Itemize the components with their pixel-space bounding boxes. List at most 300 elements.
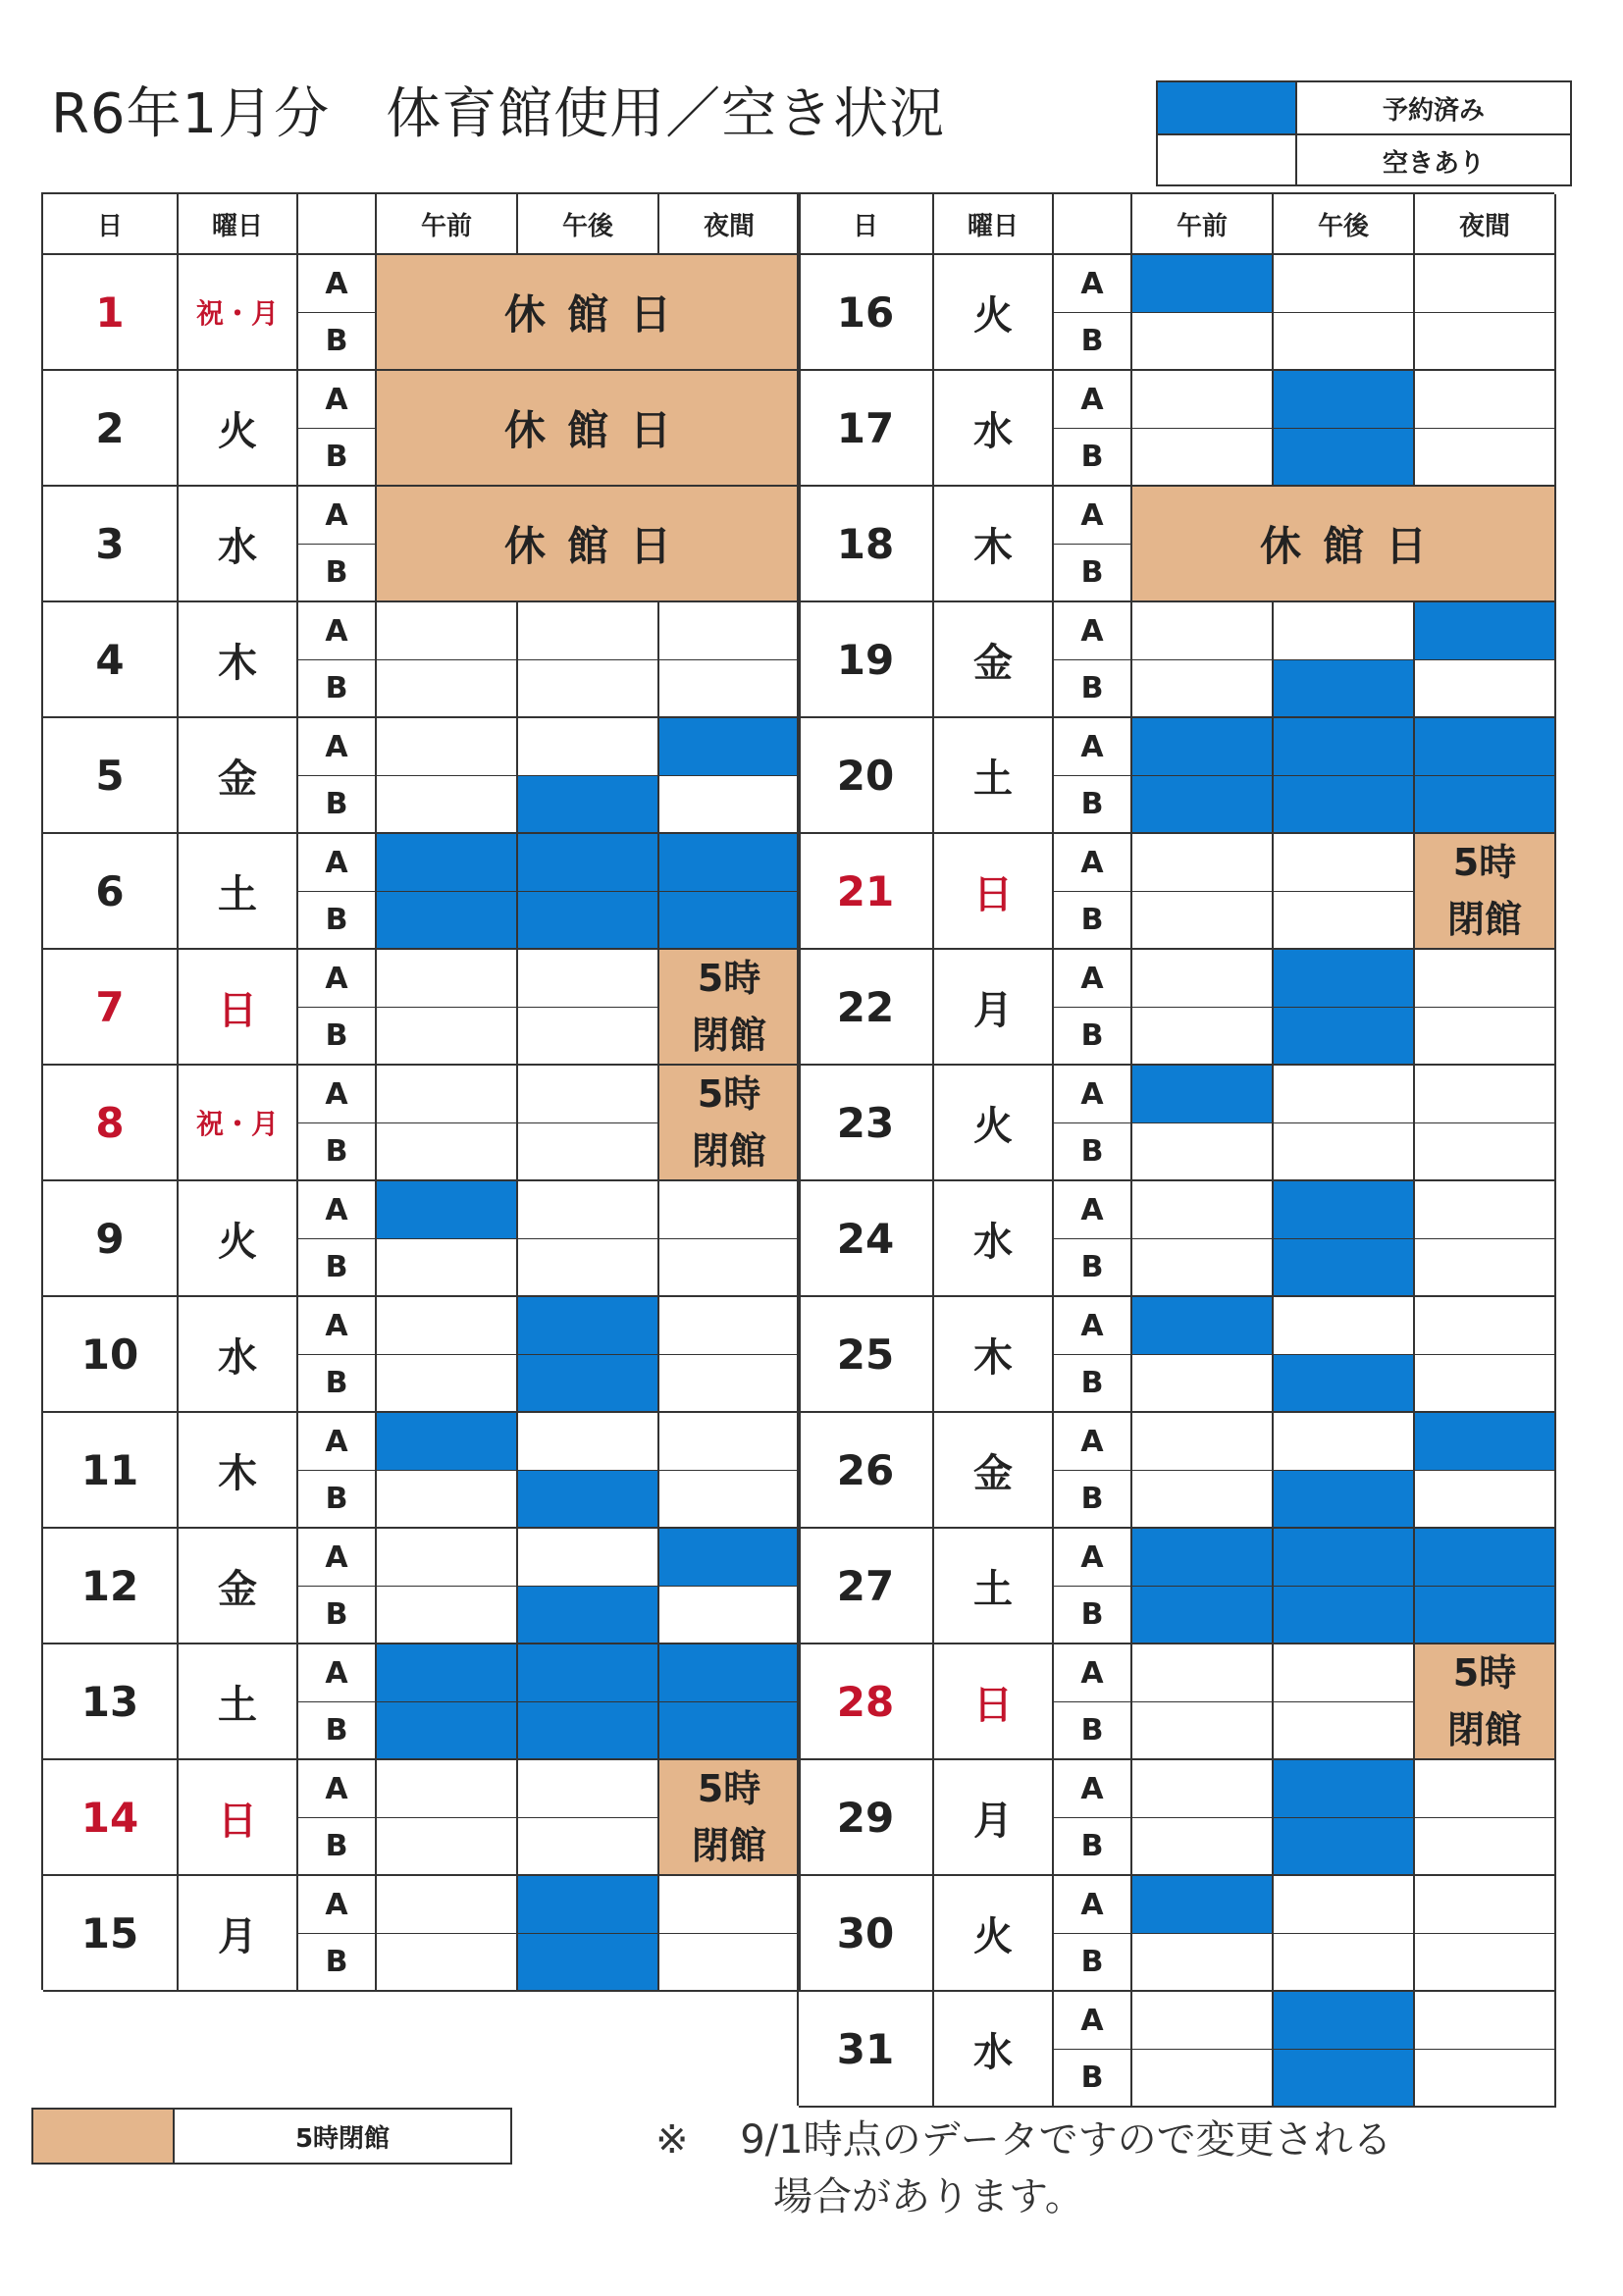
slot-vacant — [518, 1413, 659, 1471]
day-number: 13 — [43, 1644, 179, 1760]
sub-a-label: A — [1054, 1760, 1132, 1818]
legend-vacant-swatch — [1158, 135, 1297, 186]
slot-vacant — [1415, 429, 1556, 487]
slot-booked — [1274, 1181, 1415, 1239]
slot-vacant — [377, 660, 518, 718]
slot-vacant — [377, 1587, 518, 1644]
sub-b-label: B — [298, 1355, 377, 1413]
slot-booked — [518, 1355, 659, 1413]
slot-vacant — [659, 776, 801, 834]
sub-a-label: A — [1054, 1644, 1132, 1702]
legend-booked-vacant — [1156, 80, 1572, 186]
weekday: 土 — [179, 834, 298, 950]
slot-booked — [659, 892, 801, 950]
sub-a-label: A — [1054, 834, 1132, 892]
header-am: 午前 — [1132, 194, 1274, 255]
sub-b-label: B — [298, 1818, 377, 1876]
day-number: 21 — [799, 834, 934, 950]
sub-a-label: A — [298, 1760, 377, 1818]
slot-vacant — [1274, 1297, 1415, 1355]
header-pm: 午後 — [518, 194, 659, 255]
slot-booked — [1274, 429, 1415, 487]
slot-vacant — [1132, 313, 1274, 371]
slot-vacant — [1132, 892, 1274, 950]
sub-a-label: A — [298, 371, 377, 429]
slot-vacant — [377, 1818, 518, 1876]
slot-booked — [1274, 1008, 1415, 1066]
day-number: 5 — [43, 718, 179, 834]
slot-booked — [377, 1702, 518, 1760]
slot-vacant — [1132, 1471, 1274, 1529]
early-close-badge: 5時 閉館 — [659, 1066, 801, 1181]
sub-b-label: B — [298, 1587, 377, 1644]
sub-a-label: A — [1054, 1066, 1132, 1123]
sub-a-label: A — [298, 1413, 377, 1471]
slot-booked — [1274, 1239, 1415, 1297]
slot-vacant — [518, 1008, 659, 1066]
weekday: 水 — [934, 1181, 1054, 1297]
slot-vacant — [1274, 1934, 1415, 1992]
slot-vacant — [1415, 1297, 1556, 1355]
slot-vacant — [1132, 429, 1274, 487]
day-number: 10 — [43, 1297, 179, 1413]
slot-vacant — [1132, 1239, 1274, 1297]
slot-vacant — [1415, 1471, 1556, 1529]
legend-booked-label: 予約済み — [1382, 95, 1485, 126]
closed-day-banner: 休館日 — [377, 371, 801, 487]
slot-booked — [1415, 1587, 1556, 1644]
sub-a-label: A — [1054, 602, 1132, 660]
slot-booked — [518, 834, 659, 892]
weekday: 月 — [179, 1876, 298, 1992]
weekday: 水 — [934, 1992, 1054, 2108]
sub-b-label: B — [298, 313, 377, 371]
slot-vacant — [518, 1181, 659, 1239]
slot-vacant — [659, 660, 801, 718]
slot-vacant — [659, 602, 801, 660]
legend-early-swatch — [33, 2110, 175, 2163]
slot-vacant — [1415, 1239, 1556, 1297]
weekday: 火 — [934, 255, 1054, 371]
weekday: 日 — [934, 834, 1054, 950]
sub-a-label: A — [1054, 255, 1132, 313]
slot-vacant — [1415, 1992, 1556, 2050]
slot-vacant — [377, 718, 518, 776]
slot-vacant — [1132, 660, 1274, 718]
slot-booked — [1274, 1818, 1415, 1876]
slot-booked — [1274, 2050, 1415, 2108]
sub-b-label: B — [1054, 545, 1132, 602]
slot-vacant — [1132, 1702, 1274, 1760]
sub-a-label: A — [1054, 487, 1132, 545]
slot-booked — [1415, 718, 1556, 776]
slot-vacant — [1415, 1760, 1556, 1818]
day-number: 4 — [43, 602, 179, 718]
weekday: 火 — [179, 1181, 298, 1297]
closed-day-banner: 休館日 — [377, 255, 801, 371]
weekday: 金 — [934, 1413, 1054, 1529]
day-number: 12 — [43, 1529, 179, 1644]
slot-booked — [518, 1876, 659, 1934]
slot-booked — [1132, 718, 1274, 776]
slot-vacant — [377, 776, 518, 834]
day-number: 3 — [43, 487, 179, 602]
day-number: 6 — [43, 834, 179, 950]
slot-vacant — [377, 1239, 518, 1297]
weekday: 祝・月 — [179, 255, 298, 371]
slot-vacant — [518, 1529, 659, 1587]
slot-vacant — [377, 1760, 518, 1818]
closed-day-banner: 休館日 — [377, 487, 801, 602]
weekday: 祝・月 — [179, 1066, 298, 1181]
slot-vacant — [1132, 1355, 1274, 1413]
slot-booked — [518, 1702, 659, 1760]
legend-early-close — [31, 2108, 512, 2165]
slot-vacant — [518, 1123, 659, 1181]
slot-booked — [659, 1644, 801, 1702]
slot-vacant — [1415, 1934, 1556, 1992]
slot-vacant — [1132, 1818, 1274, 1876]
weekday: 水 — [934, 371, 1054, 487]
slot-vacant — [1415, 1876, 1556, 1934]
legend-booked-swatch — [1158, 82, 1297, 133]
sub-b-label: B — [298, 660, 377, 718]
early-close-badge: 5時 閉館 — [659, 1760, 801, 1876]
slot-booked — [1274, 718, 1415, 776]
sub-b-label: B — [1054, 1239, 1132, 1297]
day-number: 30 — [799, 1876, 934, 1992]
schedule-table-right — [797, 192, 1554, 2106]
sub-b-label: B — [298, 1123, 377, 1181]
sub-a-label: A — [1054, 1876, 1132, 1934]
slot-vacant — [1274, 1644, 1415, 1702]
slot-booked — [659, 834, 801, 892]
slot-vacant — [1415, 1066, 1556, 1123]
slot-vacant — [1274, 1123, 1415, 1181]
sub-b-label: B — [298, 1471, 377, 1529]
slot-vacant — [377, 950, 518, 1008]
slot-booked — [1274, 371, 1415, 429]
slot-vacant — [377, 1123, 518, 1181]
slot-booked — [518, 1297, 659, 1355]
weekday: 土 — [934, 1529, 1054, 1644]
sub-b-label: B — [1054, 892, 1132, 950]
sub-b-label: B — [1054, 1471, 1132, 1529]
sub-b-label: B — [298, 776, 377, 834]
slot-vacant — [659, 1181, 801, 1239]
slot-vacant — [1132, 2050, 1274, 2108]
slot-vacant — [1415, 660, 1556, 718]
weekday: 日 — [179, 1760, 298, 1876]
slot-vacant — [1415, 1818, 1556, 1876]
slot-booked — [1132, 1066, 1274, 1123]
slot-booked — [1274, 1355, 1415, 1413]
slot-booked — [1274, 660, 1415, 718]
page-title: R6年1月分 体育館使用／空き状況 — [51, 82, 946, 146]
weekday: 月 — [934, 950, 1054, 1066]
slot-booked — [518, 1644, 659, 1702]
weekday: 土 — [179, 1644, 298, 1760]
weekday: 木 — [179, 602, 298, 718]
slot-vacant — [377, 1934, 518, 1992]
slot-booked — [1415, 776, 1556, 834]
slot-vacant — [1132, 1992, 1274, 2050]
slot-vacant — [377, 602, 518, 660]
slot-vacant — [377, 1066, 518, 1123]
slot-booked — [659, 1529, 801, 1587]
sub-a-label: A — [298, 950, 377, 1008]
early-close-badge: 5時 閉館 — [659, 950, 801, 1066]
slot-booked — [1415, 1529, 1556, 1587]
slot-booked — [1274, 776, 1415, 834]
sub-a-label: A — [1054, 1181, 1132, 1239]
slot-vacant — [518, 950, 659, 1008]
slot-booked — [1274, 1529, 1415, 1587]
slot-vacant — [659, 1413, 801, 1471]
slot-booked — [1132, 1297, 1274, 1355]
slot-booked — [1415, 1413, 1556, 1471]
slot-vacant — [1274, 892, 1415, 950]
sub-a-label: A — [298, 1297, 377, 1355]
header-ab — [1054, 194, 1132, 255]
sub-b-label: B — [298, 545, 377, 602]
slot-booked — [377, 892, 518, 950]
day-number: 8 — [43, 1066, 179, 1181]
slot-booked — [1132, 1876, 1274, 1934]
sub-a-label: A — [1054, 950, 1132, 1008]
slot-vacant — [1274, 602, 1415, 660]
day-number: 24 — [799, 1181, 934, 1297]
slot-vacant — [1415, 255, 1556, 313]
slot-booked — [518, 1934, 659, 1992]
slot-vacant — [659, 1934, 801, 1992]
day-number: 17 — [799, 371, 934, 487]
header-night: 夜間 — [659, 194, 801, 255]
sub-a-label: A — [298, 602, 377, 660]
day-number: 22 — [799, 950, 934, 1066]
day-number: 19 — [799, 602, 934, 718]
day-number: 11 — [43, 1413, 179, 1529]
sub-b-label: B — [1054, 429, 1132, 487]
slot-vacant — [1274, 1066, 1415, 1123]
day-number: 14 — [43, 1760, 179, 1876]
weekday: 木 — [934, 1297, 1054, 1413]
slot-booked — [659, 718, 801, 776]
sub-a-label: A — [1054, 1992, 1132, 2050]
header-day: 日 — [43, 194, 179, 255]
slot-vacant — [659, 1471, 801, 1529]
slot-booked — [377, 1181, 518, 1239]
day-number: 29 — [799, 1760, 934, 1876]
day-number: 25 — [799, 1297, 934, 1413]
legend-vacant-label: 空きあり — [1382, 148, 1485, 179]
slot-vacant — [518, 1818, 659, 1876]
day-number: 1 — [43, 255, 179, 371]
day-number: 28 — [799, 1644, 934, 1760]
sub-b-label: B — [1054, 2050, 1132, 2108]
sub-b-label: B — [1054, 776, 1132, 834]
slot-vacant — [518, 602, 659, 660]
sub-b-label: B — [1054, 1934, 1132, 1992]
header-pm: 午後 — [1274, 194, 1415, 255]
slot-vacant — [659, 1239, 801, 1297]
slot-vacant — [518, 1760, 659, 1818]
slot-booked — [1274, 1471, 1415, 1529]
sub-b-label: B — [1054, 1123, 1132, 1181]
weekday: 水 — [179, 487, 298, 602]
header-night: 夜間 — [1415, 194, 1556, 255]
day-number: 7 — [43, 950, 179, 1066]
slot-vacant — [1415, 313, 1556, 371]
slot-vacant — [1132, 602, 1274, 660]
sub-b-label: B — [1054, 1702, 1132, 1760]
header-weekday: 曜日 — [179, 194, 298, 255]
sub-b-label: B — [298, 1702, 377, 1760]
sub-a-label: A — [298, 1876, 377, 1934]
sub-b-label: B — [1054, 313, 1132, 371]
slot-vacant — [1274, 834, 1415, 892]
slot-vacant — [1415, 1355, 1556, 1413]
sub-b-label: B — [1054, 660, 1132, 718]
slot-booked — [1132, 255, 1274, 313]
slot-booked — [659, 1702, 801, 1760]
schedule-table-left — [41, 192, 799, 1990]
weekday: 金 — [179, 1529, 298, 1644]
sub-a-label: A — [298, 718, 377, 776]
slot-vacant — [518, 718, 659, 776]
sub-b-label: B — [1054, 1587, 1132, 1644]
slot-vacant — [377, 1355, 518, 1413]
slot-booked — [1274, 950, 1415, 1008]
sub-a-label: A — [1054, 1413, 1132, 1471]
day-number: 9 — [43, 1181, 179, 1297]
weekday: 木 — [179, 1413, 298, 1529]
slot-vacant — [1274, 1876, 1415, 1934]
weekday: 日 — [179, 950, 298, 1066]
header-am: 午前 — [377, 194, 518, 255]
slot-booked — [1274, 1992, 1415, 2050]
sub-a-label: A — [1054, 718, 1132, 776]
slot-vacant — [659, 1297, 801, 1355]
early-close-badge: 5時 閉館 — [1415, 1644, 1556, 1760]
slot-booked — [377, 834, 518, 892]
slot-vacant — [1274, 1702, 1415, 1760]
sub-b-label: B — [298, 892, 377, 950]
slot-vacant — [1415, 1008, 1556, 1066]
slot-vacant — [1415, 371, 1556, 429]
slot-booked — [1132, 776, 1274, 834]
slot-vacant — [1132, 1760, 1274, 1818]
header-ab — [298, 194, 377, 255]
weekday: 水 — [179, 1297, 298, 1413]
slot-vacant — [659, 1355, 801, 1413]
sub-a-label: A — [298, 1181, 377, 1239]
footnote: ※ 9/1時点のデータですので変更される 場合があります。 — [655, 2117, 1392, 2219]
weekday: 火 — [179, 371, 298, 487]
slot-vacant — [1132, 1644, 1274, 1702]
weekday: 木 — [934, 487, 1054, 602]
day-number: 15 — [43, 1876, 179, 1992]
day-number: 31 — [799, 1992, 934, 2108]
slot-vacant — [1415, 2050, 1556, 2108]
weekday: 火 — [934, 1066, 1054, 1181]
sub-b-label: B — [298, 1934, 377, 1992]
slot-vacant — [1132, 371, 1274, 429]
slot-vacant — [377, 1008, 518, 1066]
slot-booked — [377, 1413, 518, 1471]
slot-vacant — [1274, 313, 1415, 371]
slot-vacant — [659, 1876, 801, 1934]
sub-a-label: A — [1054, 371, 1132, 429]
slot-vacant — [1274, 1413, 1415, 1471]
slot-vacant — [1132, 1413, 1274, 1471]
slot-vacant — [1415, 1123, 1556, 1181]
day-number: 26 — [799, 1413, 934, 1529]
sub-b-label: B — [298, 429, 377, 487]
slot-vacant — [1415, 1181, 1556, 1239]
slot-vacant — [518, 1239, 659, 1297]
closed-day-banner: 休館日 — [1132, 487, 1556, 602]
slot-vacant — [1274, 255, 1415, 313]
slot-vacant — [377, 1876, 518, 1934]
day-number: 23 — [799, 1066, 934, 1181]
sub-a-label: A — [298, 255, 377, 313]
slot-booked — [377, 1644, 518, 1702]
sub-b-label: B — [1054, 1355, 1132, 1413]
sub-b-label: B — [298, 1239, 377, 1297]
weekday: 火 — [934, 1876, 1054, 1992]
early-close-badge: 5時 閉館 — [1415, 834, 1556, 950]
sub-a-label: A — [298, 1644, 377, 1702]
slot-vacant — [1132, 950, 1274, 1008]
sub-b-label: B — [1054, 1008, 1132, 1066]
slot-vacant — [659, 1587, 801, 1644]
sub-a-label: A — [298, 1529, 377, 1587]
slot-vacant — [377, 1471, 518, 1529]
slot-booked — [1132, 1529, 1274, 1587]
sub-a-label: A — [298, 487, 377, 545]
slot-vacant — [1132, 1008, 1274, 1066]
slot-vacant — [518, 1066, 659, 1123]
sub-b-label: B — [1054, 1818, 1132, 1876]
day-number: 16 — [799, 255, 934, 371]
day-number: 2 — [43, 371, 179, 487]
slot-booked — [518, 1471, 659, 1529]
slot-vacant — [1132, 1181, 1274, 1239]
slot-vacant — [377, 1297, 518, 1355]
slot-vacant — [1132, 1934, 1274, 1992]
sub-a-label: A — [298, 1066, 377, 1123]
weekday: 土 — [934, 718, 1054, 834]
slot-booked — [1274, 1587, 1415, 1644]
sub-a-label: A — [298, 834, 377, 892]
slot-booked — [1274, 1760, 1415, 1818]
weekday: 金 — [179, 718, 298, 834]
slot-booked — [518, 1587, 659, 1644]
slot-booked — [518, 776, 659, 834]
header-weekday: 曜日 — [934, 194, 1054, 255]
slot-booked — [1132, 1587, 1274, 1644]
day-number: 18 — [799, 487, 934, 602]
slot-booked — [518, 892, 659, 950]
header-day: 日 — [799, 194, 934, 255]
weekday: 月 — [934, 1760, 1054, 1876]
sub-a-label: A — [1054, 1529, 1132, 1587]
day-number: 20 — [799, 718, 934, 834]
sub-a-label: A — [1054, 1297, 1132, 1355]
slot-booked — [1415, 602, 1556, 660]
sub-b-label: B — [298, 1008, 377, 1066]
